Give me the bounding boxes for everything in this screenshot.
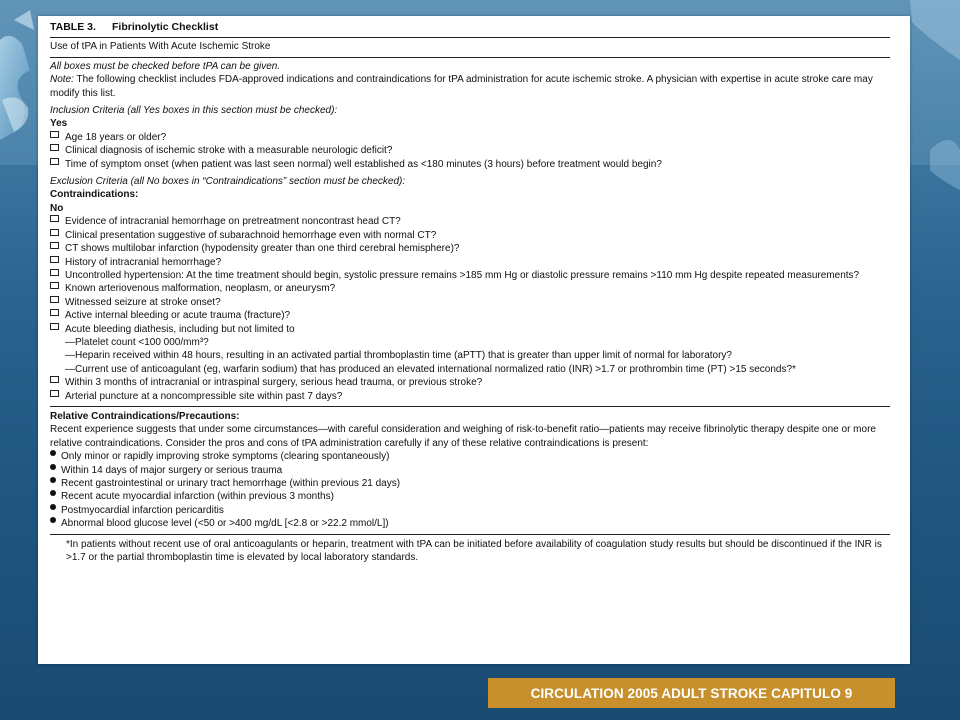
exclusion-heading: Exclusion Criteria (all No boxes in “Contraindications” section must be checked):	[50, 176, 406, 188]
contra-item[interactable]: Acute bleeding diathesis, including but not limited to	[50, 323, 890, 336]
checkbox[interactable]	[50, 158, 59, 165]
section-divider	[50, 406, 890, 407]
checkbox[interactable]	[50, 296, 59, 303]
inclusion-item[interactable]: Time of symptom onset (when patient was last seen normal) well established as <180 minutes (3 hours) before treatment would begin?	[50, 158, 890, 171]
bullet-icon	[50, 504, 56, 510]
checkbox[interactable]	[50, 131, 59, 138]
diathesis-subitem: —Heparin received within 48 hours, resulting in an activated partial thromboplastin time (aPTT) that is greater than upper limit of normal for laboratory?	[65, 350, 732, 362]
yes-label: Yes	[50, 118, 68, 130]
heading-divider	[50, 57, 890, 58]
relative-item: Within 14 days of major surgery or serious trauma	[50, 464, 890, 477]
footnote-divider	[50, 534, 890, 535]
checkbox[interactable]	[50, 144, 59, 151]
checkbox[interactable]	[50, 269, 59, 276]
table-title: Fibrinolytic Checklist	[112, 21, 219, 33]
bullet-icon	[50, 464, 56, 470]
bullet-icon	[50, 517, 56, 523]
diathesis-subitem: —Platelet count <100 000/mm³?	[65, 336, 209, 348]
checkbox[interactable]	[50, 376, 59, 383]
relative-item: Recent acute myocardial infarction (within previous 3 months)	[50, 490, 890, 503]
inclusion-item[interactable]: Age 18 years or older?	[50, 131, 890, 144]
checkbox[interactable]	[50, 229, 59, 236]
no-label: No	[50, 202, 64, 214]
relative-item: Abnormal blood glucose level (<50 or >400 mg/dL [<2.8 or >22.2 mmol/L])	[50, 517, 890, 530]
contra-item[interactable]: Uncontrolled hypertension: At the time treatment should begin, systolic pressure remains >185 mm Hg or diastolic pressure remains >110 mm Hg despite repeated measurements?	[50, 269, 890, 282]
bullet-icon	[50, 450, 56, 456]
contra-item[interactable]: History of intracranial hemorrhage?	[50, 256, 890, 269]
checkbox[interactable]	[50, 282, 59, 289]
document-sheet	[38, 16, 910, 664]
footnote: *In patients without recent use of oral anticoagulants or heparin, treatment with tPA can be initiated before availability of coagulation study results but should be discontinued if the INR is >1.7 or the partial thromboplastin time is elevated by local laboratory standards.	[66, 538, 882, 564]
table-number: TABLE 3.	[50, 21, 96, 33]
checkbox[interactable]	[50, 390, 59, 397]
inclusion-heading: Inclusion Criteria (all Yes boxes in this section must be checked):	[50, 105, 338, 117]
bullet-icon	[50, 477, 56, 483]
diathesis-subitem: —Current use of anticoagulant (eg, warfarin sodium) that has produced an elevated international normalized ratio (INR) >1.7 or prothrombin time (PT) >15 seconds?*	[65, 363, 796, 375]
contra-item[interactable]: Within 3 months of intracranial or intraspinal surgery, serious head trauma, or previous stroke?	[50, 376, 890, 389]
relative-item: Only minor or rapidly improving stroke symptoms (clearing spontaneously)	[50, 450, 890, 463]
contra-item[interactable]: Known arteriovenous malformation, neoplasm, or aneurysm?	[50, 282, 890, 295]
contraindications-label: Contraindications:	[50, 189, 139, 201]
checkbox[interactable]	[50, 242, 59, 249]
checkbox[interactable]	[50, 215, 59, 222]
table-content	[50, 21, 890, 564]
contra-item[interactable]: Evidence of intracranial hemorrhage on pretreatment noncontrast head CT?	[50, 215, 890, 228]
must-check-note: All boxes must be checked before tPA can be given.	[50, 60, 281, 72]
note-paragraph	[50, 73, 890, 100]
contra-item[interactable]: Active internal bleeding or acute trauma (fracture)?	[50, 309, 890, 322]
table-heading: Use of tPA in Patients With Acute Ischemic Stroke	[50, 41, 271, 53]
contra-item[interactable]: Arterial puncture at a noncompressible site within past 7 days?	[50, 390, 890, 403]
relative-heading: Relative Contraindications/Precautions:	[50, 410, 240, 422]
checkbox[interactable]	[50, 323, 59, 330]
contra-item[interactable]: Witnessed seizure at stroke onset?	[50, 296, 890, 309]
slide-caption: CIRCULATION 2005 ADULT STROKE CAPITULO 9	[488, 678, 895, 708]
table-title-row	[50, 21, 890, 38]
checkbox[interactable]	[50, 309, 59, 316]
bullet-icon	[50, 490, 56, 496]
relative-intro: Recent experience suggests that under some circumstances—with careful consideration and weighing of risk-to-benefit ratio—patients may receive fibrinolytic therapy despite one or more relative contraindications. Consider the pros and cons of tPA administration carefully if any of these relative contraindications is present:	[50, 424, 876, 449]
note-label: Note:	[50, 74, 74, 86]
contra-item[interactable]: CT shows multilobar infarction (hypodensity greater than one third cerebral hemisphere)?	[50, 242, 890, 255]
relative-item: Postmyocardial infarction pericarditis	[50, 504, 890, 517]
relative-item: Recent gastrointestinal or urinary tract hemorrhage (within previous 21 days)	[50, 477, 890, 490]
note-text: The following checklist includes FDA-approved indications and contraindications for tPA administration for acute ischemic stroke. A physician with expertise in acute stroke care may modify this list.	[50, 74, 873, 99]
inclusion-item[interactable]: Clinical diagnosis of ischemic stroke with a measurable neurologic deficit?	[50, 144, 890, 157]
checkbox[interactable]	[50, 256, 59, 263]
contra-item[interactable]: Clinical presentation suggestive of subarachnoid hemorrhage even with normal CT?	[50, 229, 890, 242]
